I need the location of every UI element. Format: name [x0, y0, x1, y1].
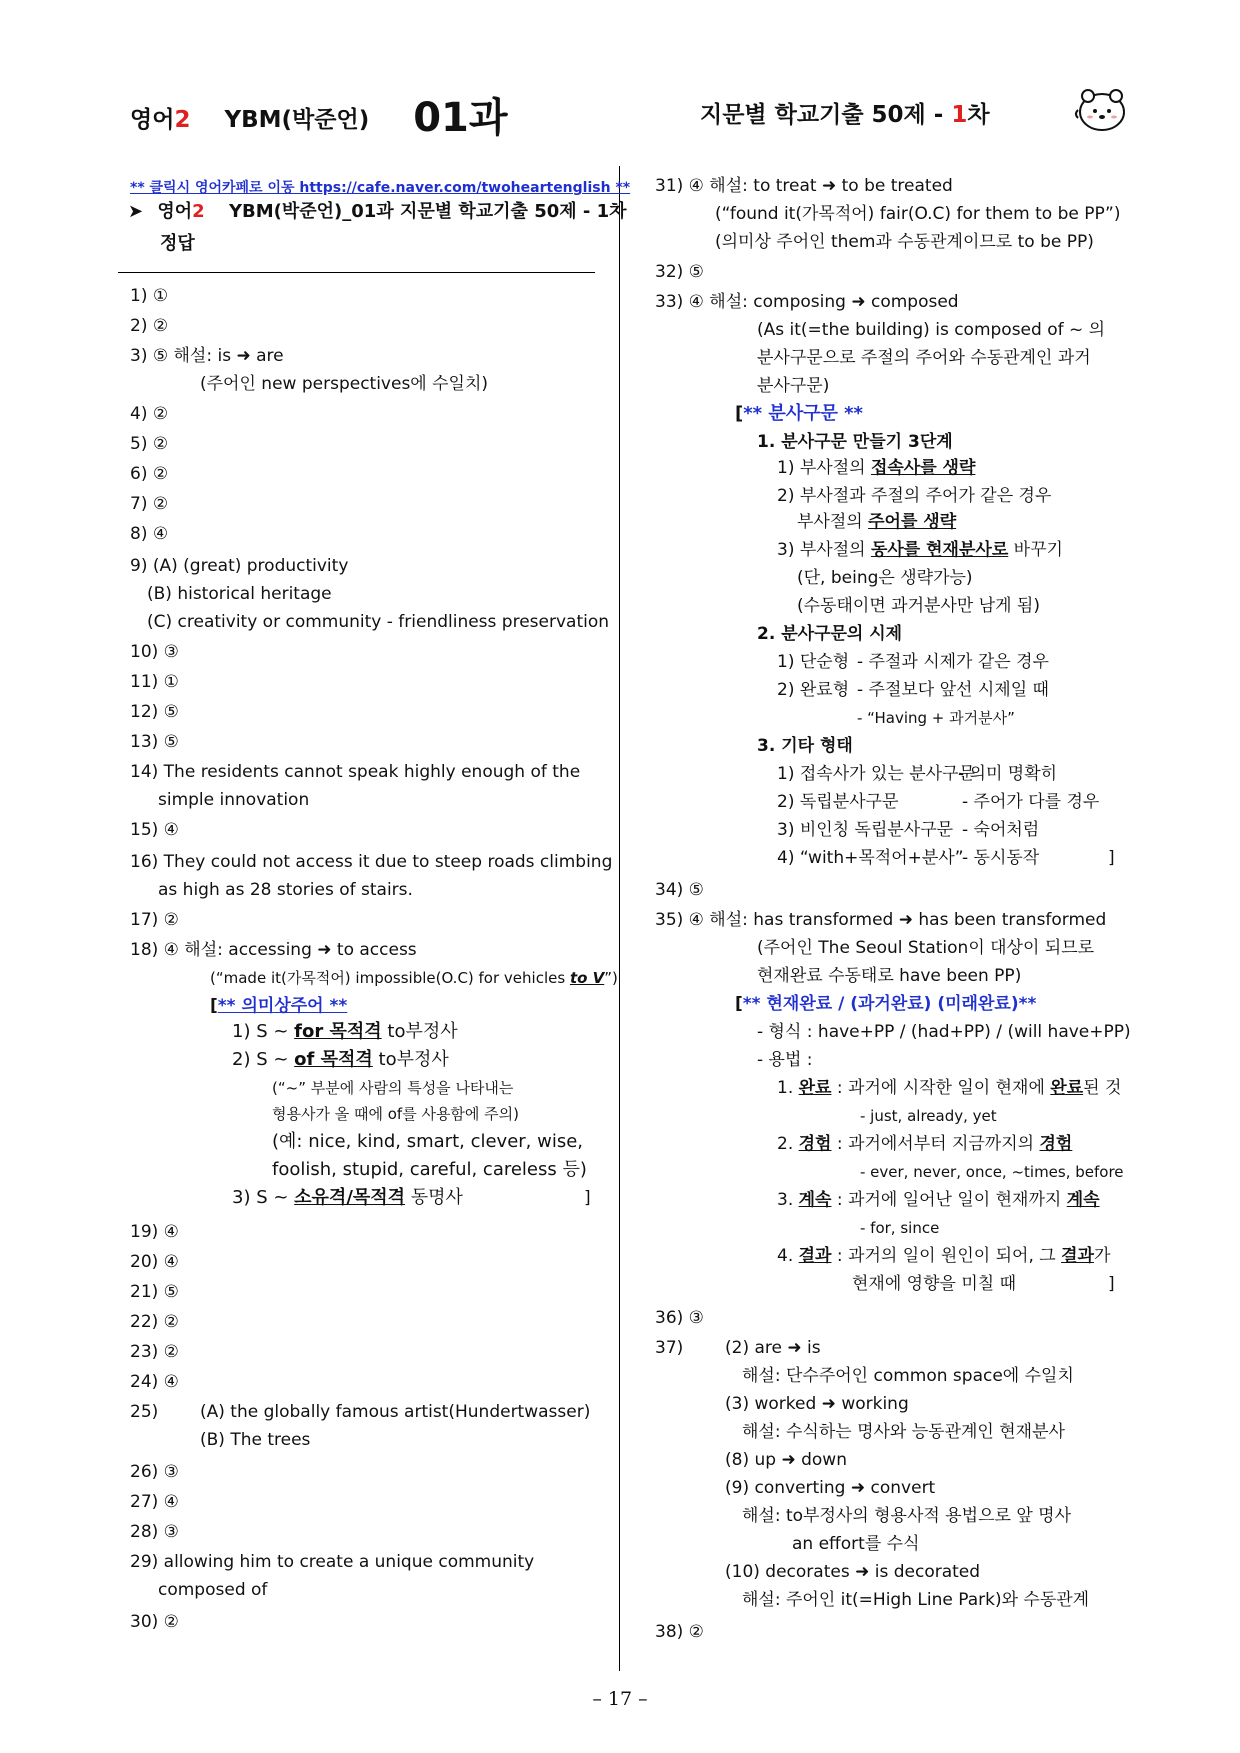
answer-35-note-1: (주어인 The Seoul Station이 대상이 되므로: [757, 938, 1095, 958]
answer-12: 12) ⑤: [130, 702, 179, 722]
other-form-4-desc: - 동시동작: [962, 848, 1040, 868]
answer-7: 7) ②: [130, 494, 169, 514]
perfect-usage: - 용법 :: [757, 1050, 813, 1070]
lesson-label: 01과: [413, 95, 508, 141]
answer-33: 33) ④ 해설: composing ➜ composed: [655, 292, 959, 312]
answer-37-10-note: 해설: 주어인 it(=High Line Park)와 수동관계: [742, 1590, 1090, 1610]
perfect-box-close: ]: [1108, 1274, 1115, 1294]
answer-18-note: (“made it(가목적어) impossible(O.C) for vehicles to V”): [210, 969, 618, 987]
tense-simple-desc: - 주절과 시제가 같은 경우: [857, 652, 1049, 672]
answer-10: 10) ③: [130, 642, 179, 662]
answer-33-note-2: 분사구문으로 주절의 주어와 수동관계인 과거: [757, 348, 1091, 368]
answer-34: 34) ⑤: [655, 880, 704, 900]
answer-28: 28) ③: [130, 1522, 179, 1542]
other-form-3-desc: - 숙어처럼: [962, 820, 1040, 840]
participle-step-1: 1) 부사절의 접속사를 생략: [777, 458, 976, 478]
grammar-rule-2: 2) S ~ of 목적격 to부정사: [232, 1049, 449, 1070]
participle-heading-3: 3. 기타 형태: [757, 736, 853, 756]
participle-step-2: 2) 부사절과 주절의 주어가 같은 경우: [777, 486, 1052, 506]
participle-heading-1: 1. 분사구문 만들기 3단계: [757, 432, 953, 452]
tense-perfect: 2) 완료형: [777, 680, 850, 700]
answer-3-note: (주어인 new perspectives에 수일치): [200, 374, 489, 394]
answer-14-cont: simple innovation: [158, 790, 310, 810]
answer-5: 5) ②: [130, 434, 169, 454]
answer-19: 19) ④: [130, 1222, 179, 1242]
answer-8: 8) ④: [130, 524, 169, 544]
answer-37-3-note: 해설: 수식하는 명사와 능동관계인 현재분사: [742, 1422, 1065, 1442]
other-form-2-desc: - 주어가 다를 경우: [962, 792, 1100, 812]
answer-29: 29) allowing him to create a unique community: [130, 1552, 535, 1572]
answer-21: 21) ⑤: [130, 1282, 179, 1302]
answer-17: 17) ②: [130, 910, 179, 930]
participle-step-3-note-1: (단, being은 생략가능): [797, 568, 973, 588]
answer-30: 30) ②: [130, 1612, 179, 1632]
answer-37-9-note: 해설: to부정사의 형용사적 용법으로 앞 명사: [742, 1506, 1071, 1526]
intro-subtitle: 정답: [160, 233, 195, 254]
answer-35-note-2: 현재완료 수동태로 have been PP): [757, 966, 1022, 986]
answer-15: 15) ④: [130, 820, 179, 840]
answer-33-note-1: (As it(=the building) is composed of ~ 의: [757, 320, 1106, 340]
answer-4: 4) ②: [130, 404, 169, 424]
usage-result-cont: 현재에 영향을 미칠 때: [852, 1274, 1017, 1294]
intro-rule: [118, 272, 595, 273]
answer-1: 1) ①: [130, 286, 169, 306]
grammar-note-4: foolish, stupid, careful, careless 등): [272, 1159, 587, 1180]
answer-38: 38) ②: [655, 1622, 704, 1642]
answer-32: 32) ⑤: [655, 262, 704, 282]
other-form-2: 2) 독립분사구문: [777, 792, 899, 812]
answer-14: 14) The residents cannot speak highly enough of the: [130, 762, 581, 782]
other-form-1: 1) 접속사가 있는 분사구문: [777, 764, 975, 784]
answer-37-2-note: 해설: 단수주어인 common space에 수일치: [742, 1366, 1074, 1386]
grammar-box-title: [** 의미상주어 **: [210, 996, 348, 1016]
subject-number: 2: [174, 107, 191, 133]
other-form-3: 3) 비인칭 독립분사구문: [777, 820, 954, 840]
header-left: [130, 86, 508, 143]
grammar-note-1: (“~” 부분에 사람의 특성을 나타내는: [272, 1079, 514, 1097]
answer-37-2: (2) are ➜ is: [725, 1338, 821, 1358]
answer-31: 31) ④ 해설: to treat ➜ to be treated: [655, 176, 953, 196]
answer-2: 2) ②: [130, 316, 169, 336]
title-suffix: 차: [967, 102, 990, 128]
answer-25a: (A) the globally famous artist(Hundertwasser): [200, 1402, 591, 1422]
answer-37: 37): [655, 1338, 684, 1358]
participle-heading-2: 2. 분사구문의 시제: [757, 624, 903, 644]
answer-35: 35) ④ 해설: has transformed ➜ has been transformed: [655, 910, 1107, 930]
title-number: 1: [951, 102, 968, 128]
bear-mascot-icon: [1072, 84, 1128, 136]
tense-perfect-form: - “Having + 과거분사”: [857, 709, 1015, 727]
usage-completion-words: - just, already, yet: [860, 1107, 997, 1125]
participle-box-close: ]: [1108, 848, 1115, 868]
participle-step-3: 3) 부사절의 동사를 현재분사로 바꾸기: [777, 540, 1063, 560]
usage-experience-words: - ever, never, once, ~times, before: [860, 1163, 1124, 1181]
answer-9a: 9) (A) (great) productivity: [130, 556, 349, 576]
answer-37-10: (10) decorates ➜ is decorated: [725, 1562, 981, 1582]
answer-20: 20) ④: [130, 1252, 179, 1272]
intro-title: ➤ 영어2 YBM(박준언)_01과 지문별 학교기출 50제 - 1차: [128, 201, 627, 222]
tense-simple: 1) 단순형: [777, 652, 850, 672]
cafe-link[interactable]: ** 클릭시 영어카페로 이동 https://cafe.naver.com/twoheartenglish **: [130, 180, 631, 196]
answer-26: 26) ③: [130, 1462, 179, 1482]
header-right: [700, 96, 990, 129]
answer-33-note-3: 분사구문): [757, 376, 830, 396]
answer-24: 24) ④: [130, 1372, 179, 1392]
usage-completion: 1. 완료 : 과거에 시작한 일이 현재에 완료된 것: [777, 1078, 1122, 1098]
publisher-label: YBM(박준언): [224, 107, 370, 133]
tense-perfect-desc: - 주절보다 앞선 시제일 때: [857, 680, 1049, 700]
grammar-rule-3: 3) S ~ 소유격/목적격 동명사: [232, 1187, 463, 1208]
answer-31-note-2: (의미상 주어인 them과 수동관계이므로 to be PP): [715, 232, 1094, 252]
answer-37-8: (8) up ➜ down: [725, 1450, 847, 1470]
answer-11: 11) ①: [130, 672, 179, 692]
answer-16: 16) They could not access it due to steep roads climbing: [130, 852, 613, 872]
participle-step-3-note-2: (수동태이면 과거분사만 남게 됨): [797, 596, 1040, 616]
perfect-box-title: [** 현재완료 / (과거완료) (미래완료)**: [735, 994, 1037, 1014]
answer-25: 25): [130, 1402, 159, 1422]
answer-23: 23) ②: [130, 1342, 179, 1362]
participle-step-2-cont: 부사절의 주어를 생략: [797, 512, 957, 532]
subject-label: 영어: [130, 107, 175, 133]
usage-experience: 2. 경험 : 과거에서부터 지금까지의 경험: [777, 1134, 1073, 1154]
other-form-1-desc: - 의미 명확히: [958, 764, 1058, 784]
usage-continuation: 3. 계속 : 과거에 일어난 일이 현재까지 계속: [777, 1190, 1100, 1210]
grammar-box-close: ]: [584, 1188, 591, 1208]
other-form-4: 4) “with+목적어+분사”: [777, 848, 964, 868]
answer-29-cont: composed of: [158, 1580, 268, 1600]
answer-27: 27) ④: [130, 1492, 179, 1512]
answer-13: 13) ⑤: [130, 732, 179, 752]
answer-37-9-note-cont: an effort를 수식: [792, 1534, 920, 1554]
arrow-icon: ➤: [128, 201, 144, 222]
grammar-note-2: 형용사가 올 때에 of를 사용함에 주의): [272, 1105, 520, 1123]
grammar-note-3: (예: nice, kind, smart, clever, wise,: [272, 1131, 584, 1152]
title-main: 지문별 학교기출 50제 -: [700, 102, 944, 128]
column-divider: [619, 166, 620, 1671]
page-number: – 17 –: [592, 1688, 648, 1710]
answer-16-cont: as high as 28 stories of stairs.: [158, 880, 413, 900]
answer-31-note-1: (“found it(가목적어) fair(O.C) for them to be PP”): [715, 204, 1121, 224]
answer-25b: (B) The trees: [200, 1430, 311, 1450]
answer-36: 36) ③: [655, 1308, 704, 1328]
answer-6: 6) ②: [130, 464, 169, 484]
usage-continuation-words: - for, since: [860, 1219, 940, 1237]
answer-37-3: (3) worked ➜ working: [725, 1394, 909, 1414]
grammar-rule-1: 1) S ~ for 목적격 to부정사: [232, 1021, 458, 1042]
answer-18: 18) ④ 해설: accessing ➜ to access: [130, 940, 417, 960]
answer-9c: (C) creativity or community - friendliness preservation: [147, 612, 610, 632]
answer-22: 22) ②: [130, 1312, 179, 1332]
perfect-form: - 형식 : have+PP / (had+PP) / (will have+PP): [757, 1022, 1131, 1042]
usage-result: 4. 결과 : 과거의 일이 원인이 되어, 그 결과가: [777, 1246, 1111, 1266]
participle-box-title: [** 분사구문 **: [735, 403, 863, 424]
answer-9b: (B) historical heritage: [147, 584, 332, 604]
answer-37-9: (9) converting ➜ convert: [725, 1478, 936, 1498]
answer-3: 3) ⑤ 해설: is ➜ are: [130, 346, 284, 366]
